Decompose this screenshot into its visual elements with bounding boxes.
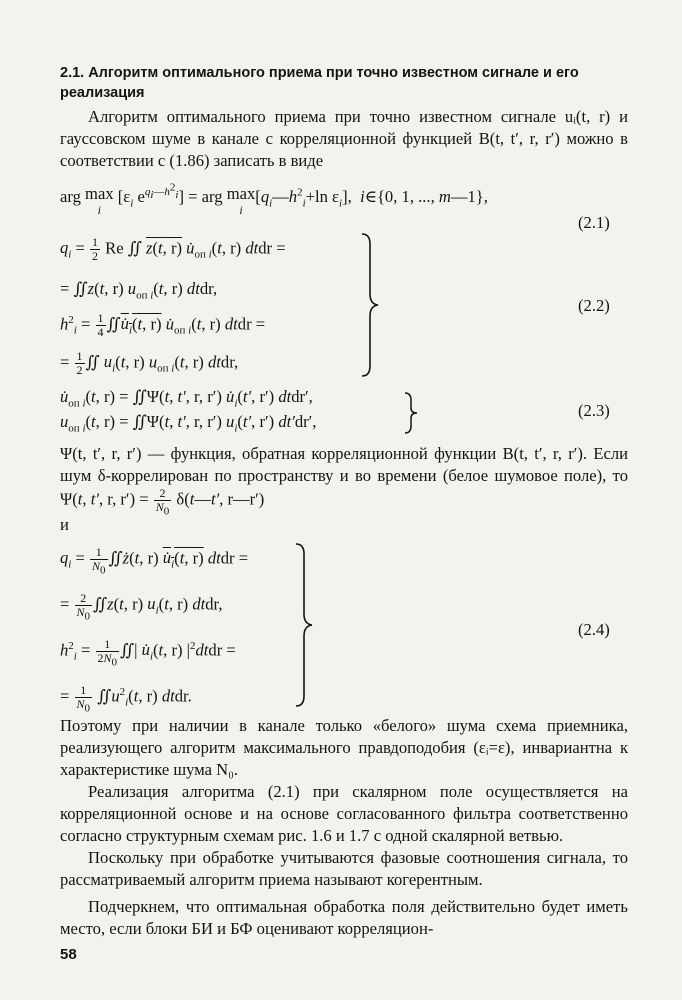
equation-number-2-4: (2.4) — [578, 620, 610, 639]
page-number: 58 — [60, 946, 77, 963]
equation-2-4-line-3: $h^2_i$ = $\frac{1}{2N_0}$ ∬| $u̇_i(t$, r) $|^2dtdr$ = — [60, 637, 236, 669]
psi-paragraph-text: Ψ(t, t′, r, r′) — функция, обратная корреляционной функции B(t, t′, r, r′). Если шум δ-коррелирован по пространству и во времени (белое шумовое поле), то — [60, 444, 628, 485]
psi-paragraph: Ψ(t, t′, r, r′) — функция, обратная корреляционной функции B(t, t′, r, r′). Если шум δ-коррелирован по пространству и во времени (белое шумовое поле), то Ψ(t, t′, r, r′) = $\frac{2}{N_0}$ δ(t—t′, r—r′) — [60, 444, 628, 518]
conjunction-i: и — [60, 515, 69, 534]
coherent-paragraph: Поскольку при обработке учитываются фазовые соотношения сигнала, то рассматриваемый алгоритм приема называют когерентным. — [60, 848, 628, 889]
final-paragraph: Подчеркнем, что оптимальная обработка поля действительно будет иметь место, если блоки БИ и БФ оценивают корреляцион- — [60, 897, 628, 938]
equation-2-4-line-4: = $\frac{1}{N_0}$ $∬u^2_i(t$, r) dtdr. — [60, 683, 192, 715]
equation-2-4-line-1: $q_i$ = $\frac{1}{N_0}$ ∬ż(t, r) $u̇_i(t$, r) dtdr = — [60, 545, 249, 577]
equation-2-1: arg max i [$\varepsilon_i$ $e^{q_i—h^2_i}$] = arg max $i[q_i—h^2_i+\ln$ $\varepsilon_i$], i∈{0, 1, ..., m—1}, — [60, 181, 488, 217]
equation-2-3-line-1: $u̇_{оп i}(t$, r) = ∬Ψ(t, t′, r, r′) $u̇_i(t'$, r′) dtdr′, — [60, 387, 313, 410]
equation-number-2-2: (2.2) — [578, 296, 610, 315]
white-noise-paragraph: Поэтому при наличии в канале только «белого» шума схема приемника, реализующего алгоритм максимального правдоподобия (εᵢ=ε), инвариантна к характеристике шума N₀. — [60, 716, 628, 779]
equation-2-2-line-2: = ∬z(t, r) $u_{оп i}(t$, r) dtdr, — [60, 279, 218, 302]
equation-number-2-1: (2.1) — [578, 213, 610, 232]
intro-paragraph: Алгоритм оптимального приема при точно известном сигнале uᵢ(t, r) и гауссовском шуме в канале с корреляционной функцией B(t, t′, r, r′) можно в соответствии с (1.86) записать в виде — [60, 107, 628, 170]
equation-2-4-line-2: = $\frac{2}{N_0}$ ∬z(t, r) $u_i(t$, r) dtdr, — [60, 591, 223, 623]
equation-2-2-line-1: $q_i$ = $\frac{1}{2}$ Re ∬ z(t, r) $u̇_{оп i}(t$, r) dtdr = — [60, 235, 286, 263]
section-heading: 2.1. Алгоритм оптимального приема при точно известном сигнале и его реализация — [60, 65, 579, 101]
brace-2-4 — [292, 540, 322, 710]
equation-2-3-line-2: $u_{оп i}(t$, r) = ∬Ψ(t, t′, r, r′) $u_i(t'$, r′) dt′dr′, — [60, 412, 317, 435]
equation-2-2-line-3: $h^2_i$ = $\frac{1}{4}$ $∬u̇_i(t$, r) $u̇_{оп i}(t$, r) dtdr = — [60, 311, 266, 339]
brace-2-3 — [402, 390, 426, 436]
equation-2-2-line-4: = $\frac{1}{2}$ ∬ $u_i(t$, r) $u_{оп i}(t$, r) dtdr, — [60, 349, 239, 377]
realization-paragraph: Реализация алгоритма (2.1) при скалярном поле осуществляется на корреляционной основе и на основе согласованного фильтра соответственно согласно структурным схемам рис. 1.6 и 1.7 с одной скалярной ветвью. — [60, 782, 628, 845]
equation-number-2-3: (2.3) — [578, 401, 610, 420]
brace-2-2 — [358, 230, 388, 380]
